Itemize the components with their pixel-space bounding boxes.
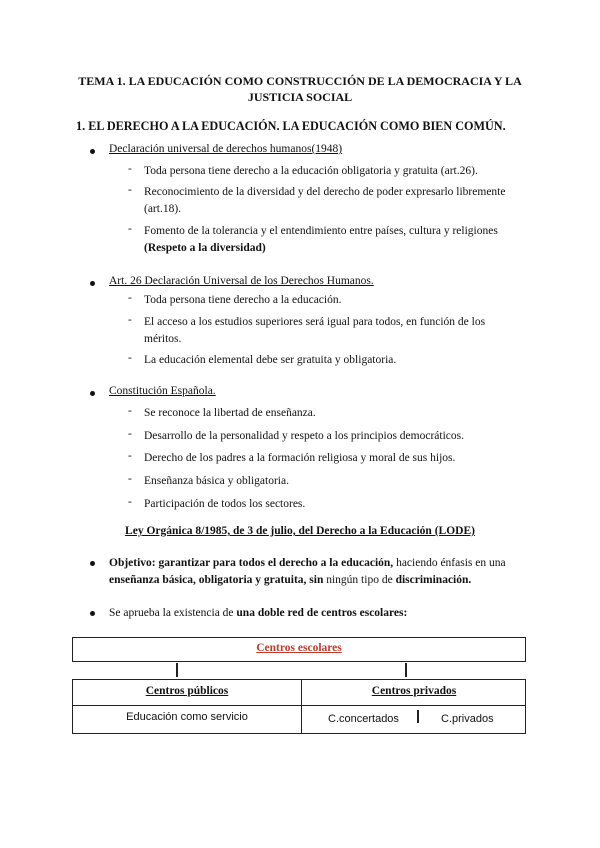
bullet-dot (90, 281, 95, 286)
centers-table (72, 679, 526, 734)
section-heading: 1. EL DERECHO A LA EDUCACIÓN. LA EDUCACIÓN COMO BIEN COMÚN. (76, 119, 506, 133)
column-private-title: Centros privados (371, 685, 457, 697)
bullet-heading-art26: Art. 26 Declaración Universal de los Derechos Humanos. (109, 275, 374, 287)
table-header: Centros escolares (256, 642, 342, 654)
dash-marker: - (128, 184, 132, 196)
dash-marker: - (128, 314, 132, 326)
dash-marker: - (128, 223, 132, 235)
column-public-title: Centros públicos (145, 685, 229, 697)
public-value: Educación como servicio (126, 711, 248, 723)
dash-marker: - (128, 473, 132, 485)
connector-line (176, 663, 178, 677)
row-divider (73, 705, 525, 706)
dash-marker: - (128, 450, 132, 462)
bullet-dot (90, 149, 95, 154)
concertados-value: C.concertados (328, 713, 399, 725)
emphasis-text: (Respeto a la diversidad) (144, 242, 266, 254)
page-title: TEMA 1. LA EDUCACIÓN COMO CONSTRUCCIÓN DE LA DEMOCRACIA Y LA JUSTICIA SOCIAL (78, 74, 522, 104)
bullet-dot (90, 391, 95, 396)
dash-marker: - (128, 352, 132, 364)
dash-marker: - (128, 428, 132, 440)
table-header-box (72, 637, 526, 662)
connector-line (405, 663, 407, 677)
dash-marker: - (128, 405, 132, 417)
dash-marker: - (128, 292, 132, 304)
privados-value: C.privados (441, 713, 494, 725)
dash-marker: - (128, 163, 132, 175)
objective-paragraph: Objetivo: garantizar para todos el derecho a la educación, haciendo énfasis en una enseñanza básica, obligatoria y gratuita, sin ningún tipo de discriminación. (109, 557, 506, 586)
bullet-dot (90, 611, 95, 616)
separator-bar (417, 710, 419, 723)
network-paragraph: Se aprueba la existencia de una doble red de centros escolares: (109, 607, 408, 619)
bullet-dot (90, 561, 95, 566)
bullet-heading-constitution: Constitución Española. (109, 385, 216, 397)
bullet-heading-declaration: Declaración universal de derechos humanos(1948) (109, 143, 343, 155)
law-title: Ley Orgánica 8/1985, de 3 de julio, del Derecho a la Educación (LODE) (125, 525, 475, 537)
dash-marker: - (128, 496, 132, 508)
